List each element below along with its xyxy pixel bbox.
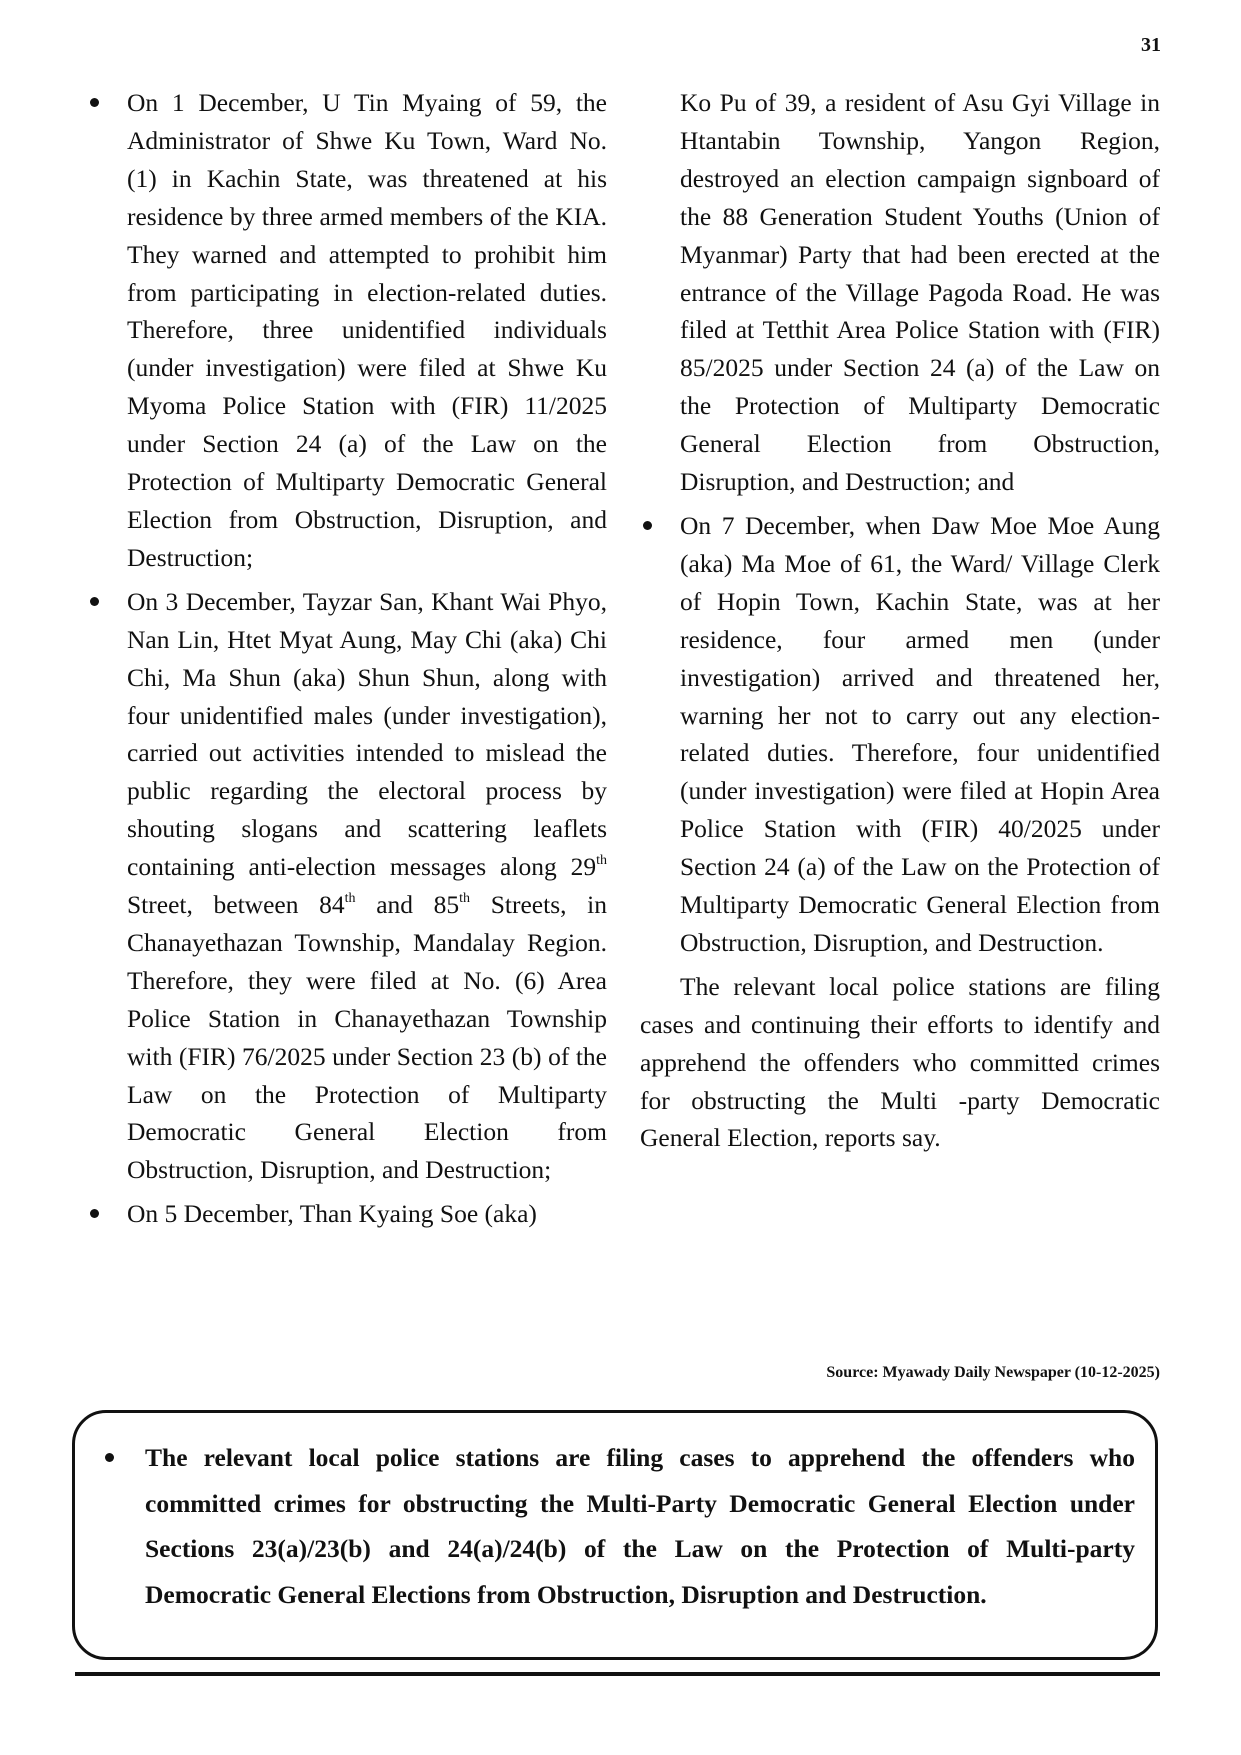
page-number: 31 (1141, 34, 1161, 56)
text-part: Street, between 84 (127, 890, 345, 920)
summary-item (95, 1435, 1135, 1617)
bullet-icon (643, 521, 652, 530)
list-item (640, 507, 1160, 962)
incident-text: On 5 December, Than Kyaing Soe (aka) (127, 1199, 537, 1229)
bottom-rule (75, 1672, 1160, 1676)
text-part: and 85 (355, 890, 460, 920)
summary-list (95, 1435, 1135, 1617)
ordinal-superscript: th (459, 891, 471, 907)
bullet-icon (90, 1209, 99, 1218)
text-part: On 3 December, Tayzar San, Khant Wai Phyo, Nan Lin, Htet Myat Aung, May Chi (aka) Chi Chi, Ma Shun (aka) Shun Shun, along with four unidentified males (under investigation), carried out activities intended to mislead the public regarding the electoral process by shouting slogans and scattering leaflets containing anti-election messages along 29 (127, 586, 607, 882)
left-column (87, 84, 607, 1239)
ordinal-superscript: th (596, 853, 607, 869)
incident-text: On 1 December, U Tin Myaing of 59, the Administrator of Shwe Ku Town, Ward No. (1) in Kachin State, was threatened at his residence by three armed members of the KIA. They warned and attempted to prohibit him from participating in election-related duties. Therefore, three unidentified individuals (under investigation) were filed at Shwe Ku Myoma Police Station with (FIR) 11/2025 under Section 24 (a) of the Law on the Protection of Multiparty Democratic General Election from Obstruction, Disruption, and Destruction; (127, 88, 607, 572)
summary-box (72, 1410, 1158, 1660)
incident-list-right (640, 507, 1160, 962)
summary-text: The relevant local police stations are filing cases to apprehend the offenders who committed crimes for obstructing the Multi-Party Democratic General Election under Sections 23(a)/23(b) and 24(a)/24(b) of the Law on the Protection of Multi-party Democratic General Elections from Obstruction, Disruption and Destruction. (145, 1443, 1135, 1609)
bullet-icon (105, 1453, 114, 1462)
list-item (87, 1195, 607, 1233)
bullet-icon (90, 597, 99, 606)
ordinal-superscript: th (344, 891, 356, 907)
incident-list-left (87, 84, 607, 1233)
right-column (640, 84, 1160, 1157)
continued-incident-text: Ko Pu of 39, a resident of Asu Gyi Village in Htantabin Township, Yangon Region, destroyed an election campaign signboard of the 88 Generation Student Youths (Union of Myanmar) Party that had been erected at the entrance of the Village Pagoda Road. He was filed at Tetthit Area Police Station with (FIR) 85/2025 under Section 24 (a) of the Law on the Protection of Multiparty Democratic General Election from Obstruction, Disruption, and Destruction; and (680, 88, 1160, 497)
incident-text (127, 587, 607, 1185)
list-item (87, 583, 607, 1190)
bullet-icon (90, 98, 99, 107)
incident-text: On 7 December, when Daw Moe Moe Aung (aka) Ma Moe of 61, the Ward/ Village Clerk of Hopin Town, Kachin State, was at her residence, four armed men (under investigation) arrived and threatened her, warning her not to carry out any election-related duties. Therefore, four unidentified (under investigation) were filed at Hopin Area Police Station with (FIR) 40/2025 under Section 24 (a) of the Law on the Protection of Multiparty Democratic General Election from Obstruction, Disruption, and Destruction. (680, 510, 1160, 957)
closing-paragraph: The relevant local police stations are filing cases and continuing their efforts to identify and apprehend the offenders who committed crimes for obstructing the Multi -party Democratic General Election, reports say. (640, 971, 1160, 1153)
text-part: Streets, in Chanayethazan Township, Mandalay Region. Therefore, they were filed at No. (6) Area Police Station in Chanayethazan Township with (FIR) 76/2025 under Section 23 (b) of the Law on the Protection of Multiparty Democratic General Election from Obstruction, Disruption, and Destruction; (127, 890, 607, 1185)
source-citation: Source: Myawady Daily Newspaper (10-12-2025) (826, 1364, 1160, 1381)
list-item (87, 84, 607, 577)
